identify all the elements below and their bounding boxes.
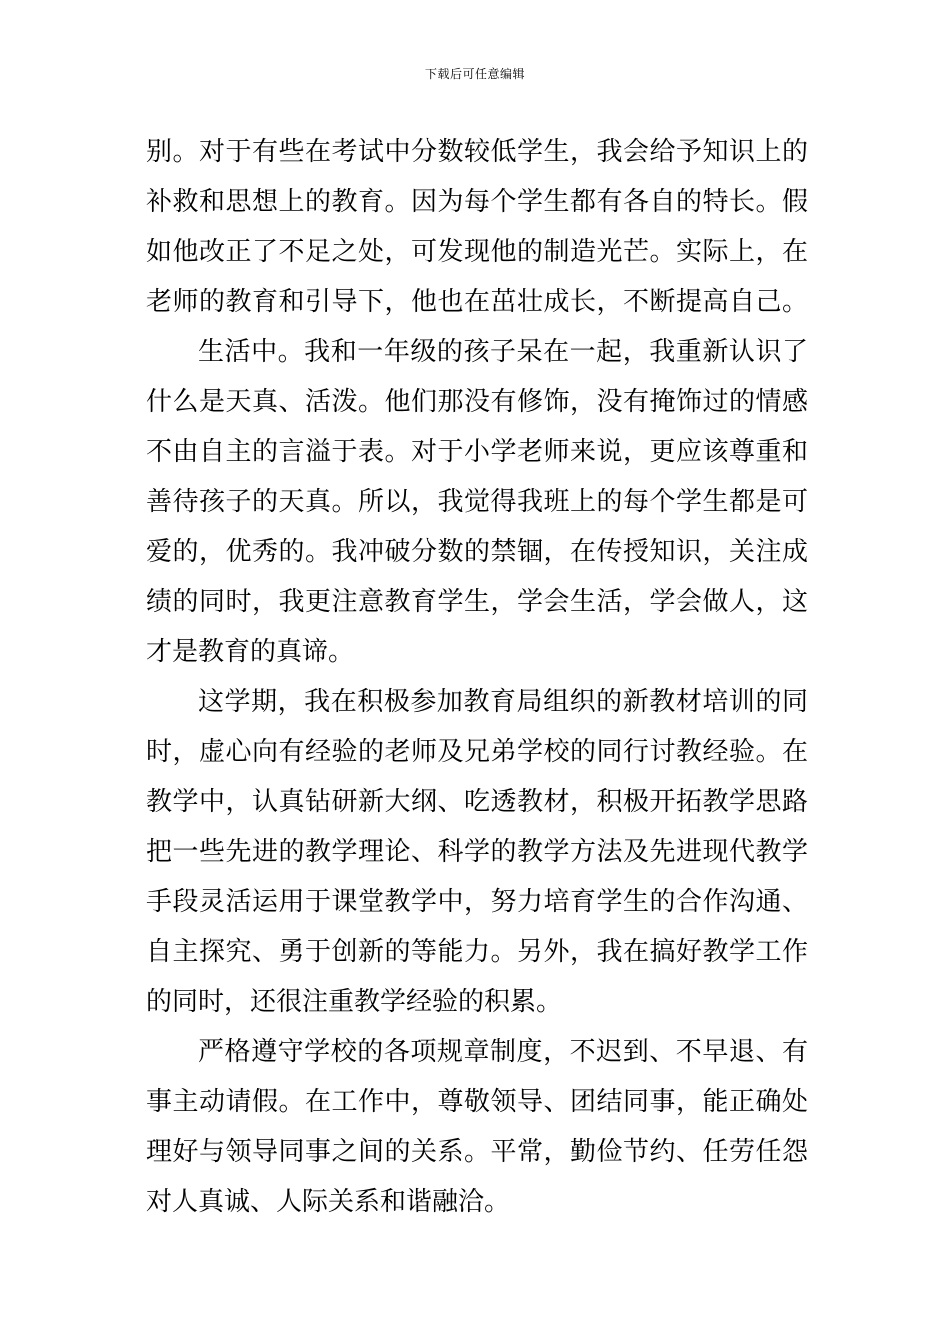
- text-line: 把一些先进的教学理论、科学的教学方法及先进现代教学: [146, 837, 808, 867]
- text-line: 的同时，还很注重教学经验的积累。: [146, 987, 563, 1017]
- paragraph: [146, 327, 808, 677]
- text-line: 别。对于有些在考试中分数较低学生，我会给予知识上的: [146, 137, 808, 167]
- text-line: 生活中。我和一年级的孩子呆在一起，我重新认识了: [198, 337, 808, 367]
- text-line: 理好与领导同事之间的关系。平常，勤俭节约、任劳任怨: [146, 1137, 808, 1167]
- text-line: 不由自主的言溢于表。对于小学老师来说，更应该尊重和: [146, 437, 808, 467]
- text-line: 老师的教育和引导下，他也在茁壮成长，不断提高自己。: [146, 287, 808, 317]
- text-line: 爱的，优秀的。我冲破分数的禁锢，在传授知识，关注成: [146, 537, 808, 567]
- text-line: 这学期，我在积极参加教育局组织的新教材培训的同: [198, 687, 808, 717]
- text-line: 对人真诚、人际关系和谐融洽。: [146, 1187, 511, 1217]
- text-line: 教学中，认真钻研新大纲、吃透教材，积极开拓教学思路: [146, 787, 808, 817]
- document-body: [146, 127, 808, 1227]
- text-line: 严格遵守学校的各项规章制度，不迟到、不早退、有: [198, 1037, 808, 1067]
- text-line: 什么是天真、活泼。他们那没有修饰，没有掩饰过的情感: [146, 387, 808, 417]
- paragraph: [146, 677, 808, 1027]
- text-line: 绩的同时，我更注意教育学生，学会生活，学会做人，这: [146, 587, 808, 617]
- page-header: 下载后可任意编辑: [424, 67, 525, 81]
- paragraph: [146, 1027, 808, 1227]
- text-line: 时，虚心向有经验的老师及兄弟学校的同行讨教经验。在: [146, 737, 808, 767]
- text-line: 善待孩子的天真。所以，我觉得我班上的每个学生都是可: [146, 487, 808, 517]
- paragraph: [146, 127, 808, 327]
- text-line: 如他改正了不足之处，可发现他的制造光芒。实际上，在: [146, 237, 808, 267]
- text-line: 手段灵活运用于课堂教学中，努力培育学生的合作沟通、: [146, 887, 808, 917]
- text-line: 事主动请假。在工作中，尊敬领导、团结同事，能正确处: [146, 1087, 808, 1117]
- text-line: 自主探究、勇于创新的等能力。另外，我在搞好教学工作: [146, 937, 808, 967]
- text-line: 补救和思想上的教育。因为每个学生都有各自的特长。假: [146, 187, 808, 217]
- text-line: 才是教育的真谛。: [146, 637, 355, 667]
